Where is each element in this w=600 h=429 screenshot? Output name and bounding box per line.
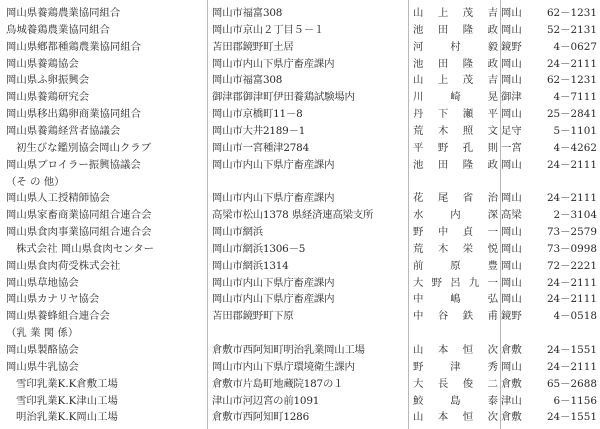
organization-name: 岡山県カナリヤ協会 bbox=[6, 293, 100, 306]
table-row bbox=[0, 393, 600, 409]
address: 岡山市内山下県庁畜産課内 bbox=[212, 276, 335, 289]
phone-number: 5－1101 bbox=[553, 124, 597, 137]
phone-exchange: 高梁 bbox=[501, 209, 522, 222]
phone-exchange: 津山 bbox=[501, 394, 522, 407]
phone-exchange: 岡山 bbox=[501, 23, 522, 36]
organization-name: 鳥城養鶏農業協同組合 bbox=[6, 23, 110, 36]
table-row bbox=[0, 359, 600, 375]
phone-number: 24－2111 bbox=[546, 293, 597, 306]
phone-number: 62－1231 bbox=[546, 7, 597, 19]
phone-exchange: 倉敷 bbox=[501, 377, 522, 390]
contact-person: 鮫 島 泰 bbox=[413, 394, 498, 407]
phone-number: 24－1551 bbox=[546, 344, 597, 356]
organization-name: 岡山県家畜商業協同組合連合会 bbox=[6, 209, 152, 222]
organization-name: 岡山県鄕都種鶏農業協同組合 bbox=[6, 40, 142, 53]
contact-person: 荒 木 栄 悦 bbox=[413, 242, 498, 255]
phone-number: 24－2111 bbox=[546, 276, 597, 289]
address: 津山市河辺宮の前1091 bbox=[212, 394, 320, 407]
table-row bbox=[0, 241, 600, 257]
address: 岡山市内山下県庁畜産課内 bbox=[212, 158, 335, 171]
organization-name: 岡山県食肉事業協同組合連合会 bbox=[6, 226, 152, 239]
table-row bbox=[0, 72, 600, 88]
table-row bbox=[0, 258, 600, 274]
address: 苫田郡鏡野町土居 bbox=[212, 40, 294, 53]
phone-number: 4－0518 bbox=[553, 310, 597, 323]
contact-person: 池 田 隆 政 bbox=[413, 158, 498, 171]
organization-name: 岡山県養鶏研究会 bbox=[6, 91, 90, 104]
table-row bbox=[0, 291, 600, 307]
address: 倉敷市西阿知町1286 bbox=[212, 411, 309, 424]
address: 岡山市内山下県庁畜産課内 bbox=[212, 192, 335, 205]
table-row bbox=[0, 140, 600, 156]
phone-exchange: 岡山 bbox=[501, 158, 522, 171]
contact-person: 河 村 毅 bbox=[413, 40, 498, 53]
phone-number: 2－3104 bbox=[553, 209, 597, 222]
organization-name: 岡山県草地協会 bbox=[6, 276, 79, 289]
phone-exchange: 倉敷 bbox=[501, 411, 522, 424]
phone-number: 24－2111 bbox=[546, 158, 597, 171]
address: 倉敷市片島町地蔵院187の１ bbox=[212, 377, 344, 390]
contact-person: 山 上 茂 吉 bbox=[413, 74, 498, 87]
address: 岡山市内山下県庁畜産課内 bbox=[212, 57, 335, 70]
address: 岡山市網浜 bbox=[212, 226, 263, 239]
phone-exchange: 御津 bbox=[501, 91, 522, 104]
phone-exchange: 岡山 bbox=[501, 226, 522, 239]
contact-person: 野 中 貞 一 bbox=[413, 226, 498, 239]
organization-name: 岡山県ブロイラー振興協議会 bbox=[6, 158, 141, 171]
phone-number: 73－0998 bbox=[546, 242, 597, 255]
address: 岡山市網浜1314 bbox=[212, 259, 289, 272]
phone-exchange: 岡山 bbox=[501, 276, 522, 289]
address: 高梁市松山1378 県経済連高梁支所 bbox=[212, 209, 374, 222]
phone-number: 24－1551 bbox=[546, 411, 597, 424]
table-row bbox=[0, 376, 600, 392]
phone-number: 4－7111 bbox=[553, 91, 597, 104]
table-row bbox=[0, 89, 600, 105]
phone-number: 73－2579 bbox=[546, 226, 597, 239]
contact-person: 山 上 茂 吉 bbox=[413, 7, 498, 19]
address: 岡山市一宮種津2784 bbox=[212, 141, 309, 154]
phone-exchange: 岡山 bbox=[501, 360, 522, 373]
phone-exchange: 岡山 bbox=[501, 7, 522, 19]
organization-name: 雪印乳業K.K津山工場 bbox=[16, 394, 118, 407]
phone-number: 24－2111 bbox=[546, 192, 597, 205]
address: 御津郡御津町伊田養鶏試験場内 bbox=[212, 91, 355, 104]
contact-person: 中 谷 鉄 甫 bbox=[413, 310, 498, 323]
table-row bbox=[0, 342, 600, 358]
section-label: （そ の 他） bbox=[6, 175, 65, 188]
table-row bbox=[0, 224, 600, 240]
organization-name: 岡山県養鶏協会 bbox=[6, 57, 79, 70]
table-row bbox=[0, 5, 600, 21]
contact-person: 荒 木 照 文 bbox=[413, 124, 498, 137]
phone-number: 4－4262 bbox=[553, 141, 597, 154]
address: 岡山市大井2189－1 bbox=[212, 124, 306, 137]
contact-person: 大 長 俊 二 bbox=[413, 377, 498, 390]
organization-name: 岡山県食肉荷受株式会社 bbox=[6, 259, 121, 272]
phone-number: 52－2131 bbox=[546, 23, 597, 36]
address: 岡山市京橋町11－8 bbox=[212, 108, 303, 121]
table-row bbox=[0, 275, 600, 291]
table-row bbox=[0, 106, 600, 122]
address: 岡山市京山２丁目５－１ bbox=[212, 23, 325, 36]
contact-person: 池 田 隆 政 bbox=[413, 57, 498, 70]
contact-person: 山 本 恒 次 bbox=[413, 344, 498, 356]
phone-number: 24－2111 bbox=[546, 360, 597, 373]
organization-name: 岡山県ふ卵振興会 bbox=[6, 74, 90, 87]
address: 岡山市福富308 bbox=[212, 7, 283, 19]
contact-person: 野 津 秀 bbox=[413, 360, 498, 373]
address: 岡山市内山下県庁環境衛生課内 bbox=[212, 360, 355, 373]
table-row bbox=[0, 22, 600, 38]
phone-exchange: 鏡野 bbox=[501, 40, 522, 53]
organization-name: 岡山県養鶏経営者協議会 bbox=[6, 124, 121, 137]
contact-person: 花 尾 省 治 bbox=[413, 192, 498, 205]
organization-name: 岡山県牛乳協会 bbox=[6, 360, 79, 373]
organization-name: 株式会社 岡山県食肉センター bbox=[16, 242, 154, 255]
table-row bbox=[0, 56, 600, 72]
contact-person: 川 崎 晃 bbox=[413, 91, 498, 104]
phone-exchange: 鏡野 bbox=[501, 310, 522, 323]
contact-person: 丹 下 瀬 平 bbox=[413, 108, 498, 121]
organization-name: 岡山県移出鶏卵商業協同組合 bbox=[6, 108, 142, 121]
section-label: （乳 業 関 係） bbox=[6, 327, 79, 340]
phone-number: 72－2221 bbox=[546, 259, 597, 272]
phone-number: 25－2841 bbox=[546, 108, 597, 121]
contact-person: 中 嶋 弘 bbox=[413, 293, 498, 306]
phone-exchange: 岡山 bbox=[501, 108, 522, 121]
phone-exchange: 岡山 bbox=[501, 192, 522, 205]
contact-person: 池 田 隆 政 bbox=[413, 23, 498, 36]
contact-person: 大 野 呂 九 一 bbox=[413, 276, 498, 289]
organization-name: 岡山県人工授精師協会 bbox=[6, 192, 110, 205]
table-row bbox=[0, 123, 600, 139]
contact-person: 平 野 孔 則 bbox=[413, 141, 498, 154]
table-row bbox=[0, 308, 600, 324]
table-row bbox=[0, 157, 600, 173]
table-row bbox=[0, 39, 600, 55]
organization-name: 岡山県養鶏農業協同組合 bbox=[6, 7, 121, 19]
table-row bbox=[0, 409, 600, 425]
section-heading bbox=[0, 325, 600, 341]
address: 岡山市福富308 bbox=[212, 74, 283, 87]
phone-exchange: 岡山 bbox=[501, 259, 522, 272]
organization-name: 岡山県養蜂組合連合会 bbox=[6, 310, 110, 323]
phone-exchange: 岡山 bbox=[501, 74, 522, 87]
address: 倉敷市西阿知町明治乳業岡山工場 bbox=[212, 344, 365, 356]
phone-exchange: 岡山 bbox=[501, 57, 522, 70]
phone-number: 4－0627 bbox=[553, 40, 597, 53]
section-heading bbox=[0, 174, 600, 190]
phone-number: 65－2688 bbox=[546, 377, 597, 390]
phone-number: 24－2111 bbox=[546, 57, 597, 70]
contact-person: 山 本 恒 次 bbox=[413, 411, 498, 424]
phone-number: 62－1231 bbox=[546, 74, 597, 87]
organization-name: 岡山県製酪協会 bbox=[6, 344, 79, 356]
contact-person: 前 原 豊 bbox=[413, 259, 498, 272]
phone-number: 6－1156 bbox=[553, 394, 597, 407]
phone-exchange: 足守 bbox=[501, 124, 522, 137]
organization-name: 初生びな鑑別協会岡山クラブ bbox=[16, 141, 152, 154]
phone-exchange: 倉敷 bbox=[501, 344, 522, 356]
organization-name: 明治乳業K.K岡山工場 bbox=[16, 411, 118, 424]
organization-name: 雪印乳業K.K倉敷工場 bbox=[16, 377, 118, 390]
phone-exchange: 岡山 bbox=[501, 293, 522, 306]
address: 苫田郡鏡野町下原 bbox=[212, 310, 294, 323]
address: 岡山市網浜1306－5 bbox=[212, 242, 306, 255]
table-row bbox=[0, 190, 600, 206]
contact-person: 水 内 深 bbox=[413, 209, 498, 222]
table-row bbox=[0, 207, 600, 223]
address: 岡山市内山下県庁畜産課内 bbox=[212, 293, 335, 306]
phone-exchange: 一宮 bbox=[501, 141, 522, 154]
phone-exchange: 岡山 bbox=[501, 242, 522, 255]
